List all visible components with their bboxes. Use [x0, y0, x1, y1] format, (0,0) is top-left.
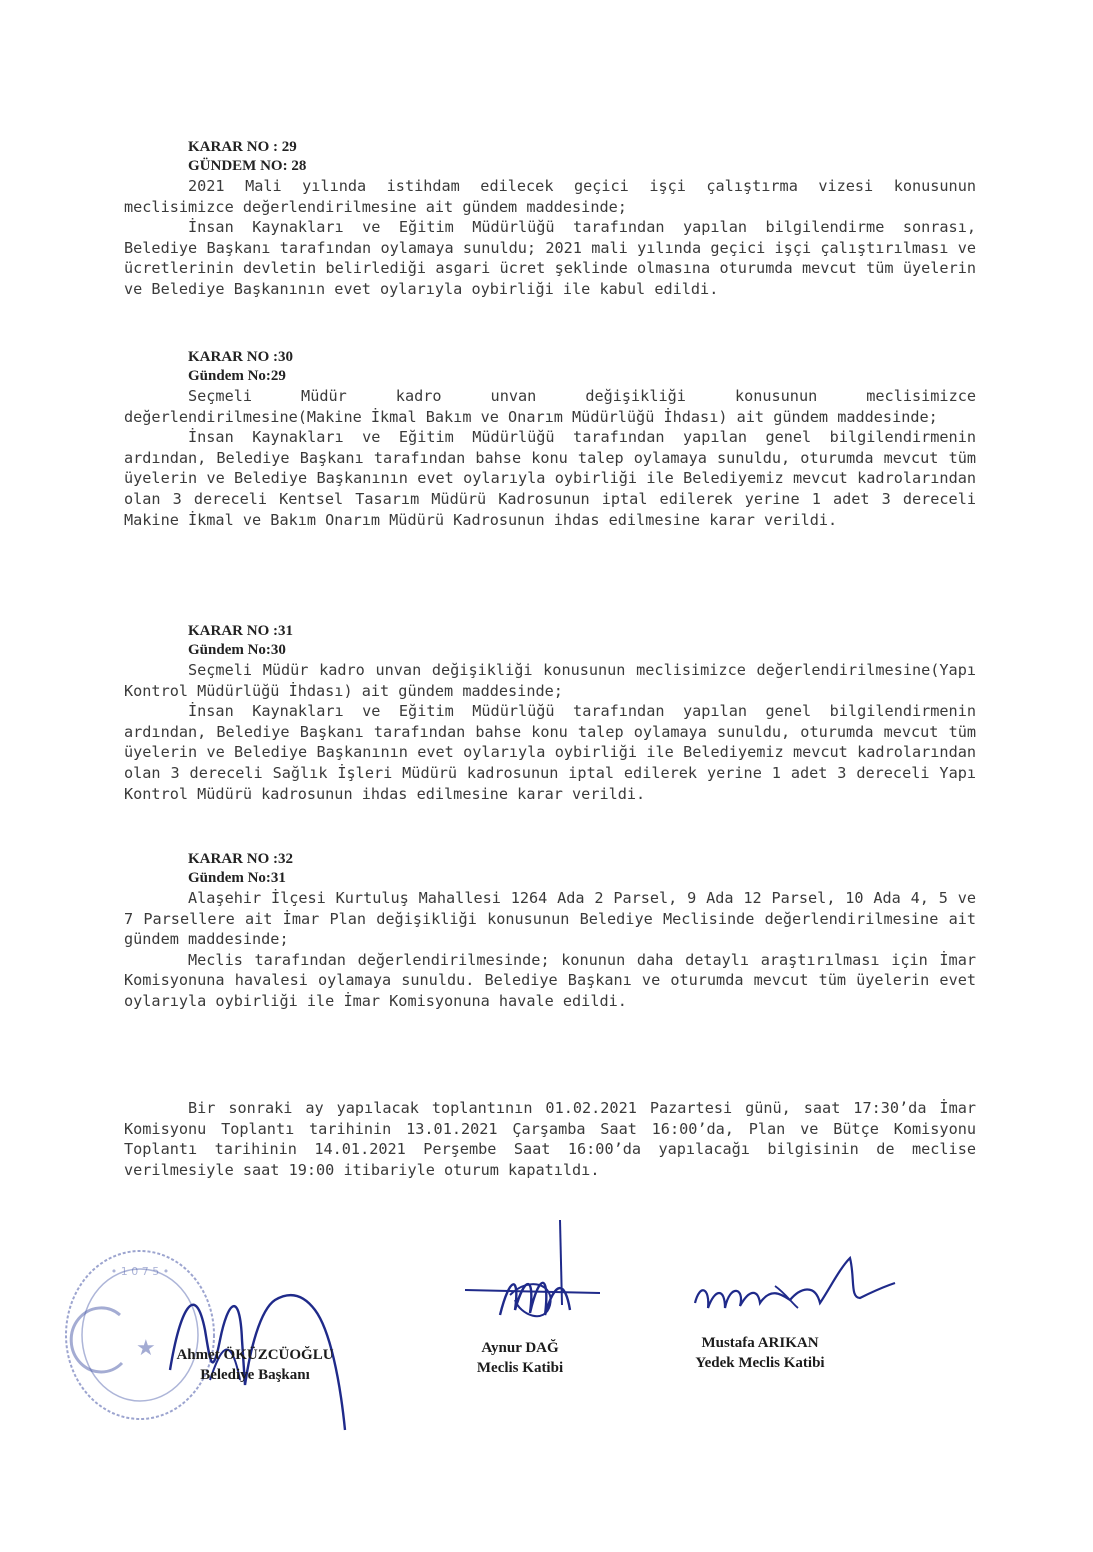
svg-text:• 1 0 7 5 •: • 1 0 7 5 •: [110, 1265, 170, 1278]
karar-no: KARAR NO :30: [188, 349, 293, 365]
substitute-secretary-signature: [680, 1248, 920, 1328]
signatory-name: Mustafa ARIKAN: [701, 1335, 819, 1351]
decision-32: [124, 850, 976, 1012]
signatory-name: Aynur DAĞ: [481, 1340, 559, 1356]
closing-paragraph: Bir sonraki ay yapılacak toplantının 01.02.2021 Pazartesi günü, saat 17:30’da İmar Komisyonu Toplantı tarihinin 13.01.2021 Çarşamba Saat 16:00’da, Plan ve Bütçe Komisyonu Toplantı tarihinin 14.01.2021 Perşembe Saat 16:00’da yapılacağı bilgisinin de meclise verilmesiyle saat 19:00 itibariyle oturum kapatıldı.: [124, 1099, 976, 1179]
decision-paragraph: 2021 Mali yılında istihdam edilecek geçici işçi çalıştırma vizesi konusunun meclisimizce değerlendirilmesine ait gündem maddesinde;: [124, 177, 976, 216]
decision-paragraph: İnsan Kaynakları ve Eğitim Müdürlüğü tarafından yapılan genel bilgilendirmenin ardından, Belediye Başkanı tarafından bahse konu talep oylamaya sunuldu, oturumda mevcut tüm üyelerin ve Belediye Başkanının evet oylarıyla oybirliği ile Belediyemiz mevcut kadrolarından olan 3 dereceli Sağlık İşleri Müdürü kadrosunun iptal edilerek yerine 1 adet 3 dereceli Yapı Kontrol Müdürü kadrosunun ihdas edilmesine karar verildi.: [124, 702, 976, 803]
secretary-signature: [460, 1215, 600, 1345]
gundem-no: GÜNDEM NO: 28: [188, 158, 307, 174]
gundem-no: Gündem No:31: [188, 870, 286, 886]
signatory-substitute: [660, 1333, 860, 1373]
signatory-title: Belediye Başkanı: [200, 1367, 310, 1383]
signatory-mayor: [150, 1345, 360, 1385]
closing-section: [124, 1098, 976, 1180]
decision-paragraph: Alaşehir İlçesi Kurtuluş Mahallesi 1264 Ada 2 Parsel, 9 Ada 12 Parsel, 10 Ada 4, 5 ve 7 Parsellere ait İmar Plan değişikliği konusunun Belediye Meclisinde değerlendirilmesine ait gündem maddesinde;: [124, 889, 976, 949]
decision-paragraph: Seçmeli Müdür kadro unvan değişikliği konusunun meclisimizce değerlendirilmesine(Makine İkmal Bakım ve Onarım Müdürlüğü İhdası) ait gündem maddesinde;: [124, 387, 976, 426]
decision-paragraph: Meclis tarafından değerlendirilmesinde; konunun daha detaylı araştırılması için İmar Komisyonuna havalesi oylamaya sunuldu. Belediye Başkanı ve oturumda mevcut tüm üyelerin evet oylarıyla oybirliği ile İmar Komisyonuna havale edildi.: [124, 950, 976, 1010]
decision-paragraph: Seçmeli Müdür kadro unvan değişikliği konusunun meclisimizce değerlendirilmesine(Yapı Kontrol Müdürlüğü İhdası) ait gündem maddesinde;: [124, 661, 976, 700]
svg-text:★: ★: [136, 1336, 156, 1361]
karar-no: KARAR NO :32: [188, 851, 293, 867]
karar-no: KARAR NO : 29: [188, 139, 297, 155]
decision-29: [124, 138, 976, 300]
decision-paragraph: İnsan Kaynakları ve Eğitim Müdürlüğü tarafından yapılan bilgilendirme sonrası, Belediye Başkanı tarafından oylamaya sunuldu; 2021 mali yılında geçici işçi çalıştırılması ve ücretlerinin devletin belirlediği asgari ücret şeklinde olmasına oturumda mevcut tüm üyelerin ve Belediye Başkanının evet oylarıyla oybirliği ile kabul edildi.: [124, 218, 976, 298]
gundem-no: Gündem No:30: [188, 642, 286, 658]
signatory-title: Meclis Katibi: [476, 1360, 564, 1376]
decision-31: [124, 622, 976, 804]
decision-paragraph: İnsan Kaynakları ve Eğitim Müdürlüğü tarafından yapılan genel bilgilendirmenin ardından, Belediye Başkanı tarafından bahse konu talep oylamaya sunuldu, oturumda mevcut tüm üyelerin ve Belediye Başkanının evet oylarıyla oybirliği ile Belediyemiz mevcut kadrolarından olan 3 dereceli Kentsel Tasarım Müdürü Kadrosunun iptal edilerek yerine 1 adet 3 dereceli Makine İkmal ve Bakım Onarım Müdürü Kadrosunun ihdas edilmesine karar verildi.: [124, 428, 976, 529]
decision-30: [124, 348, 976, 530]
karar-no: KARAR NO :31: [188, 623, 293, 639]
signatory-name: Ahmet ÖKÜZCÜOĞLU: [176, 1347, 334, 1363]
signatory-secretary: [440, 1338, 600, 1378]
gundem-no: Gündem No:29: [188, 368, 286, 384]
signatory-title: Yedek Meclis Katibi: [695, 1355, 825, 1371]
